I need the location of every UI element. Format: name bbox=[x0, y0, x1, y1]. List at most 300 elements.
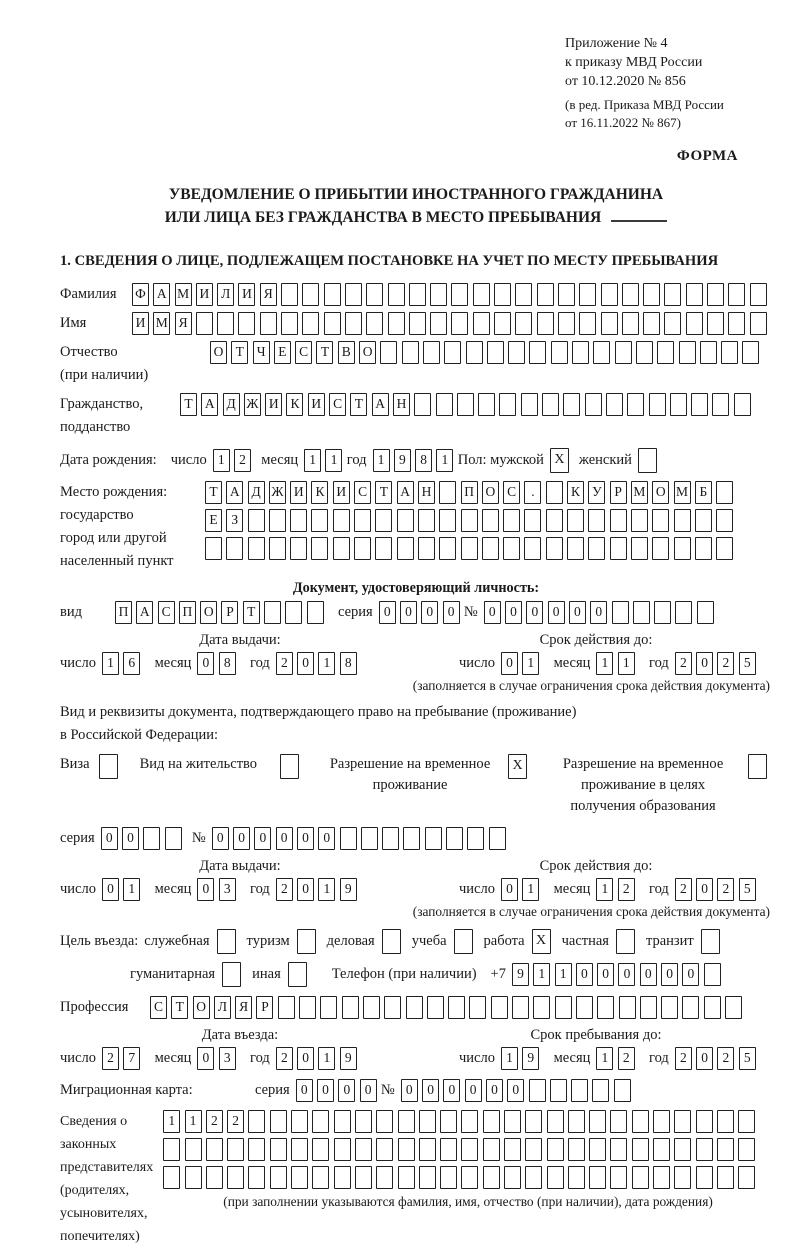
form-cell[interactable] bbox=[529, 1079, 546, 1102]
form-cell[interactable] bbox=[695, 509, 712, 532]
form-cell[interactable] bbox=[716, 509, 733, 532]
form-cell[interactable]: 0 bbox=[122, 827, 139, 850]
form-cell[interactable] bbox=[466, 341, 483, 364]
form-cell[interactable]: С bbox=[150, 996, 167, 1019]
form-cell[interactable] bbox=[418, 509, 435, 532]
form-cell[interactable] bbox=[163, 1166, 180, 1189]
form-cell[interactable]: Д bbox=[223, 393, 240, 416]
form-cell[interactable] bbox=[679, 341, 696, 364]
form-cell[interactable]: 0 bbox=[101, 827, 118, 850]
form-cell[interactable] bbox=[366, 312, 383, 335]
form-cell[interactable] bbox=[716, 537, 733, 560]
form-cell[interactable] bbox=[206, 1138, 223, 1161]
form-cell[interactable]: С bbox=[295, 341, 312, 364]
form-cell[interactable]: И bbox=[265, 393, 282, 416]
form-cell[interactable]: . bbox=[524, 481, 541, 504]
form-cell[interactable]: 0 bbox=[484, 601, 501, 624]
form-cell[interactable]: И bbox=[333, 481, 350, 504]
form-cell[interactable]: О bbox=[210, 341, 227, 364]
form-cell[interactable]: 0 bbox=[297, 652, 314, 675]
form-cell[interactable] bbox=[444, 341, 461, 364]
form-cell[interactable]: 0 bbox=[501, 878, 518, 901]
form-cell[interactable] bbox=[700, 341, 717, 364]
form-cell[interactable] bbox=[682, 996, 699, 1019]
form-cell[interactable]: 1 bbox=[436, 449, 453, 472]
form-cell[interactable] bbox=[643, 283, 660, 306]
form-cell[interactable] bbox=[439, 481, 456, 504]
form-cell[interactable] bbox=[512, 996, 529, 1019]
form-cell[interactable]: С bbox=[354, 481, 371, 504]
form-cell[interactable] bbox=[375, 537, 392, 560]
form-cell[interactable]: 0 bbox=[379, 601, 396, 624]
form-cell[interactable] bbox=[361, 827, 378, 850]
form-cell[interactable] bbox=[281, 312, 298, 335]
form-cell[interactable] bbox=[285, 601, 302, 624]
form-cell[interactable] bbox=[691, 393, 708, 416]
form-cell[interactable] bbox=[406, 996, 423, 1019]
form-cell[interactable]: Р bbox=[610, 481, 627, 504]
form-cell[interactable] bbox=[478, 393, 495, 416]
form-cell[interactable] bbox=[593, 341, 610, 364]
form-cell[interactable] bbox=[269, 537, 286, 560]
form-cell[interactable] bbox=[440, 1138, 457, 1161]
form-cell[interactable] bbox=[695, 537, 712, 560]
form-cell[interactable] bbox=[489, 827, 506, 850]
form-cell[interactable]: Н bbox=[418, 481, 435, 504]
form-cell[interactable] bbox=[597, 996, 614, 1019]
form-cell[interactable] bbox=[674, 537, 691, 560]
form-cell[interactable]: 2 bbox=[618, 878, 635, 901]
form-cell[interactable]: 0 bbox=[696, 878, 713, 901]
form-cell[interactable]: С bbox=[329, 393, 346, 416]
form-cell[interactable]: 1 bbox=[533, 963, 550, 986]
form-cell[interactable] bbox=[707, 283, 724, 306]
form-cell[interactable] bbox=[529, 341, 546, 364]
form-cell[interactable] bbox=[163, 1138, 180, 1161]
form-cell[interactable] bbox=[525, 1110, 542, 1133]
form-cell[interactable]: 3 bbox=[219, 1047, 236, 1070]
form-cell[interactable] bbox=[342, 996, 359, 1019]
form-cell[interactable]: М bbox=[175, 283, 192, 306]
form-cell[interactable]: 0 bbox=[569, 601, 586, 624]
form-cell[interactable]: П bbox=[461, 481, 478, 504]
form-cell[interactable] bbox=[402, 341, 419, 364]
form-cell[interactable]: 1 bbox=[318, 1047, 335, 1070]
form-cell[interactable] bbox=[707, 312, 724, 335]
form-cell[interactable]: О bbox=[482, 481, 499, 504]
form-cell[interactable] bbox=[654, 601, 671, 624]
form-cell[interactable] bbox=[734, 393, 751, 416]
form-cell[interactable] bbox=[290, 509, 307, 532]
form-cell[interactable] bbox=[226, 537, 243, 560]
form-cell[interactable]: 0 bbox=[318, 827, 335, 850]
form-cell[interactable]: 2 bbox=[675, 878, 692, 901]
form-cell[interactable]: А bbox=[372, 393, 389, 416]
form-cell[interactable]: 0 bbox=[505, 601, 522, 624]
form-cell[interactable] bbox=[717, 1166, 734, 1189]
form-cell[interactable] bbox=[657, 341, 674, 364]
form-cell[interactable]: М bbox=[674, 481, 691, 504]
form-cell[interactable] bbox=[542, 393, 559, 416]
form-cell[interactable] bbox=[345, 283, 362, 306]
form-cell[interactable] bbox=[334, 1166, 351, 1189]
form-cell[interactable] bbox=[355, 1110, 372, 1133]
form-cell[interactable] bbox=[446, 827, 463, 850]
form-cell[interactable] bbox=[521, 393, 538, 416]
form-cell[interactable] bbox=[555, 996, 572, 1019]
form-cell[interactable] bbox=[615, 341, 632, 364]
form-cell[interactable]: А bbox=[226, 481, 243, 504]
form-cell[interactable] bbox=[376, 1138, 393, 1161]
form-cell[interactable]: 9 bbox=[394, 449, 411, 472]
form-cell[interactable]: 1 bbox=[596, 652, 613, 675]
temp-residence-education-checkbox[interactable] bbox=[748, 754, 767, 779]
form-cell[interactable] bbox=[483, 1138, 500, 1161]
form-cell[interactable] bbox=[196, 312, 213, 335]
form-cell[interactable] bbox=[302, 283, 319, 306]
form-cell[interactable]: А bbox=[136, 601, 153, 624]
form-cell[interactable]: 0 bbox=[401, 1079, 418, 1102]
form-cell[interactable] bbox=[418, 537, 435, 560]
form-cell[interactable]: 0 bbox=[297, 1047, 314, 1070]
form-cell[interactable] bbox=[503, 537, 520, 560]
form-cell[interactable]: 0 bbox=[360, 1079, 377, 1102]
form-cell[interactable] bbox=[270, 1110, 287, 1133]
form-cell[interactable] bbox=[525, 1166, 542, 1189]
form-cell[interactable]: 0 bbox=[422, 1079, 439, 1102]
form-cell[interactable] bbox=[571, 1079, 588, 1102]
form-cell[interactable] bbox=[473, 312, 490, 335]
form-cell[interactable] bbox=[333, 537, 350, 560]
form-cell[interactable] bbox=[546, 509, 563, 532]
form-cell[interactable]: 0 bbox=[507, 1079, 524, 1102]
form-cell[interactable]: 0 bbox=[297, 827, 314, 850]
form-cell[interactable]: Т bbox=[243, 601, 260, 624]
form-cell[interactable] bbox=[376, 1110, 393, 1133]
form-cell[interactable] bbox=[312, 1166, 329, 1189]
form-cell[interactable]: Е bbox=[205, 509, 222, 532]
form-cell[interactable] bbox=[384, 996, 401, 1019]
form-cell[interactable] bbox=[270, 1138, 287, 1161]
form-cell[interactable] bbox=[653, 1110, 670, 1133]
form-cell[interactable]: У bbox=[588, 481, 605, 504]
form-cell[interactable]: 0 bbox=[618, 963, 635, 986]
form-cell[interactable]: 0 bbox=[276, 827, 293, 850]
form-cell[interactable]: 0 bbox=[443, 601, 460, 624]
form-cell[interactable]: Я bbox=[260, 283, 277, 306]
form-cell[interactable]: К bbox=[286, 393, 303, 416]
form-cell[interactable] bbox=[439, 537, 456, 560]
form-cell[interactable]: И bbox=[238, 283, 255, 306]
form-cell[interactable]: Л bbox=[214, 996, 231, 1019]
form-cell[interactable]: 1 bbox=[373, 449, 390, 472]
form-cell[interactable]: 2 bbox=[276, 878, 293, 901]
form-cell[interactable] bbox=[664, 312, 681, 335]
form-cell[interactable] bbox=[674, 509, 691, 532]
form-cell[interactable]: Т bbox=[205, 481, 222, 504]
form-cell[interactable]: 5 bbox=[739, 878, 756, 901]
form-cell[interactable]: 0 bbox=[682, 963, 699, 986]
form-cell[interactable] bbox=[269, 509, 286, 532]
form-cell[interactable]: Б bbox=[695, 481, 712, 504]
form-cell[interactable] bbox=[143, 827, 160, 850]
form-cell[interactable]: 1 bbox=[555, 963, 572, 986]
form-cell[interactable] bbox=[440, 1110, 457, 1133]
form-cell[interactable] bbox=[558, 312, 575, 335]
form-cell[interactable] bbox=[649, 393, 666, 416]
form-cell[interactable] bbox=[483, 1166, 500, 1189]
purpose-study-checkbox[interactable] bbox=[454, 929, 473, 954]
residence-permit-checkbox[interactable] bbox=[280, 754, 299, 779]
form-cell[interactable]: Я bbox=[175, 312, 192, 335]
form-cell[interactable] bbox=[227, 1138, 244, 1161]
form-cell[interactable]: 6 bbox=[123, 652, 140, 675]
form-cell[interactable]: 9 bbox=[340, 1047, 357, 1070]
form-cell[interactable]: 0 bbox=[443, 1079, 460, 1102]
form-cell[interactable]: А bbox=[201, 393, 218, 416]
form-cell[interactable]: 0 bbox=[661, 963, 678, 986]
form-cell[interactable] bbox=[738, 1138, 755, 1161]
form-cell[interactable]: 0 bbox=[696, 652, 713, 675]
form-cell[interactable] bbox=[436, 393, 453, 416]
form-cell[interactable] bbox=[403, 827, 420, 850]
form-cell[interactable] bbox=[704, 996, 721, 1019]
form-cell[interactable] bbox=[537, 283, 554, 306]
form-cell[interactable]: В bbox=[338, 341, 355, 364]
form-cell[interactable] bbox=[640, 996, 657, 1019]
purpose-transit-checkbox[interactable] bbox=[701, 929, 720, 954]
form-cell[interactable]: Ф bbox=[132, 283, 149, 306]
form-cell[interactable] bbox=[451, 283, 468, 306]
form-cell[interactable] bbox=[567, 537, 584, 560]
form-cell[interactable]: 0 bbox=[296, 1079, 313, 1102]
form-cell[interactable] bbox=[643, 312, 660, 335]
form-cell[interactable] bbox=[622, 283, 639, 306]
form-cell[interactable]: 0 bbox=[254, 827, 271, 850]
form-cell[interactable]: 2 bbox=[618, 1047, 635, 1070]
form-cell[interactable] bbox=[664, 283, 681, 306]
form-cell[interactable] bbox=[547, 1138, 564, 1161]
form-cell[interactable] bbox=[579, 283, 596, 306]
form-cell[interactable] bbox=[622, 312, 639, 335]
form-cell[interactable] bbox=[388, 312, 405, 335]
form-cell[interactable]: 2 bbox=[102, 1047, 119, 1070]
form-cell[interactable] bbox=[425, 827, 442, 850]
form-cell[interactable]: 0 bbox=[465, 1079, 482, 1102]
form-cell[interactable]: Т bbox=[316, 341, 333, 364]
sex-male-checkbox[interactable]: X bbox=[550, 448, 569, 473]
form-cell[interactable] bbox=[398, 1110, 415, 1133]
form-cell[interactable] bbox=[461, 537, 478, 560]
form-cell[interactable]: 0 bbox=[102, 878, 119, 901]
form-cell[interactable] bbox=[546, 481, 563, 504]
form-cell[interactable] bbox=[380, 341, 397, 364]
form-cell[interactable] bbox=[427, 996, 444, 1019]
form-cell[interactable] bbox=[482, 537, 499, 560]
form-cell[interactable] bbox=[537, 312, 554, 335]
form-cell[interactable] bbox=[576, 996, 593, 1019]
form-cell[interactable]: 2 bbox=[227, 1110, 244, 1133]
form-cell[interactable] bbox=[311, 509, 328, 532]
form-cell[interactable]: О bbox=[200, 601, 217, 624]
form-cell[interactable] bbox=[612, 601, 629, 624]
form-cell[interactable] bbox=[334, 1138, 351, 1161]
form-cell[interactable] bbox=[388, 283, 405, 306]
form-cell[interactable] bbox=[614, 1079, 631, 1102]
form-cell[interactable]: Р bbox=[221, 601, 238, 624]
form-cell[interactable]: 0 bbox=[197, 878, 214, 901]
form-cell[interactable]: 3 bbox=[219, 878, 236, 901]
form-cell[interactable] bbox=[674, 1110, 691, 1133]
form-cell[interactable]: 1 bbox=[596, 878, 613, 901]
form-cell[interactable] bbox=[430, 312, 447, 335]
form-cell[interactable] bbox=[632, 1166, 649, 1189]
form-cell[interactable] bbox=[696, 1138, 713, 1161]
form-cell[interactable]: Я bbox=[235, 996, 252, 1019]
form-cell[interactable]: 1 bbox=[596, 1047, 613, 1070]
form-cell[interactable] bbox=[686, 312, 703, 335]
form-cell[interactable] bbox=[504, 1138, 521, 1161]
form-cell[interactable] bbox=[601, 312, 618, 335]
purpose-official-checkbox[interactable] bbox=[217, 929, 236, 954]
form-cell[interactable]: 8 bbox=[340, 652, 357, 675]
form-cell[interactable] bbox=[461, 1166, 478, 1189]
form-cell[interactable] bbox=[503, 509, 520, 532]
form-cell[interactable] bbox=[572, 341, 589, 364]
form-cell[interactable] bbox=[721, 341, 738, 364]
form-cell[interactable]: С bbox=[503, 481, 520, 504]
form-cell[interactable] bbox=[661, 996, 678, 1019]
form-cell[interactable] bbox=[248, 537, 265, 560]
form-cell[interactable] bbox=[728, 283, 745, 306]
purpose-other-checkbox[interactable] bbox=[288, 962, 307, 987]
form-cell[interactable]: С bbox=[158, 601, 175, 624]
form-cell[interactable] bbox=[260, 312, 277, 335]
form-cell[interactable]: К bbox=[311, 481, 328, 504]
form-cell[interactable] bbox=[508, 341, 525, 364]
form-cell[interactable] bbox=[467, 827, 484, 850]
form-cell[interactable]: О bbox=[193, 996, 210, 1019]
form-cell[interactable]: 8 bbox=[415, 449, 432, 472]
form-cell[interactable] bbox=[291, 1166, 308, 1189]
form-cell[interactable] bbox=[423, 341, 440, 364]
form-cell[interactable]: Н bbox=[393, 393, 410, 416]
form-cell[interactable]: 0 bbox=[212, 827, 229, 850]
form-cell[interactable]: Т bbox=[180, 393, 197, 416]
form-cell[interactable] bbox=[290, 537, 307, 560]
form-cell[interactable] bbox=[398, 1138, 415, 1161]
form-cell[interactable] bbox=[653, 1166, 670, 1189]
form-cell[interactable] bbox=[674, 1166, 691, 1189]
form-cell[interactable]: П bbox=[179, 601, 196, 624]
form-cell[interactable] bbox=[515, 312, 532, 335]
form-cell[interactable] bbox=[430, 283, 447, 306]
form-cell[interactable]: 2 bbox=[717, 652, 734, 675]
form-cell[interactable] bbox=[504, 1110, 521, 1133]
form-cell[interactable]: Т bbox=[171, 996, 188, 1019]
form-cell[interactable]: 0 bbox=[486, 1079, 503, 1102]
form-cell[interactable] bbox=[397, 509, 414, 532]
form-cell[interactable] bbox=[307, 601, 324, 624]
visa-checkbox[interactable] bbox=[99, 754, 118, 779]
form-cell[interactable]: К bbox=[567, 481, 584, 504]
form-cell[interactable] bbox=[717, 1138, 734, 1161]
form-cell[interactable] bbox=[482, 509, 499, 532]
form-cell[interactable]: И bbox=[308, 393, 325, 416]
form-cell[interactable] bbox=[461, 509, 478, 532]
form-cell[interactable]: 5 bbox=[739, 1047, 756, 1070]
form-cell[interactable] bbox=[419, 1138, 436, 1161]
form-cell[interactable] bbox=[487, 341, 504, 364]
form-cell[interactable] bbox=[750, 312, 767, 335]
form-cell[interactable]: 8 bbox=[219, 652, 236, 675]
form-cell[interactable] bbox=[238, 312, 255, 335]
form-cell[interactable] bbox=[546, 537, 563, 560]
form-cell[interactable]: 1 bbox=[618, 652, 635, 675]
form-cell[interactable] bbox=[588, 537, 605, 560]
form-cell[interactable] bbox=[568, 1110, 585, 1133]
form-cell[interactable]: 0 bbox=[421, 601, 438, 624]
form-cell[interactable] bbox=[469, 996, 486, 1019]
form-cell[interactable] bbox=[248, 509, 265, 532]
form-cell[interactable]: 0 bbox=[501, 652, 518, 675]
form-cell[interactable] bbox=[515, 283, 532, 306]
form-cell[interactable]: Ч bbox=[253, 341, 270, 364]
form-cell[interactable] bbox=[568, 1166, 585, 1189]
form-cell[interactable] bbox=[312, 1138, 329, 1161]
form-cell[interactable] bbox=[439, 509, 456, 532]
form-cell[interactable]: Ж bbox=[269, 481, 286, 504]
form-cell[interactable] bbox=[355, 1138, 372, 1161]
form-cell[interactable]: М bbox=[153, 312, 170, 335]
form-cell[interactable]: 1 bbox=[304, 449, 321, 472]
form-cell[interactable] bbox=[457, 393, 474, 416]
form-cell[interactable] bbox=[227, 1166, 244, 1189]
form-cell[interactable] bbox=[567, 509, 584, 532]
form-cell[interactable] bbox=[592, 1079, 609, 1102]
form-cell[interactable] bbox=[610, 1166, 627, 1189]
form-cell[interactable]: 0 bbox=[696, 1047, 713, 1070]
form-cell[interactable] bbox=[585, 393, 602, 416]
form-cell[interactable] bbox=[363, 996, 380, 1019]
form-cell[interactable]: 9 bbox=[512, 963, 529, 986]
form-cell[interactable]: О bbox=[652, 481, 669, 504]
form-cell[interactable]: 1 bbox=[213, 449, 230, 472]
form-cell[interactable] bbox=[697, 601, 714, 624]
form-cell[interactable]: 1 bbox=[102, 652, 119, 675]
form-cell[interactable]: 1 bbox=[325, 449, 342, 472]
form-cell[interactable] bbox=[716, 481, 733, 504]
form-cell[interactable]: Т bbox=[375, 481, 392, 504]
form-cell[interactable] bbox=[419, 1166, 436, 1189]
form-cell[interactable] bbox=[579, 312, 596, 335]
form-cell[interactable] bbox=[670, 393, 687, 416]
form-cell[interactable] bbox=[696, 1110, 713, 1133]
form-cell[interactable]: 1 bbox=[522, 652, 539, 675]
temp-residence-checkbox[interactable]: X bbox=[508, 754, 527, 779]
form-cell[interactable]: 0 bbox=[338, 1079, 355, 1102]
form-cell[interactable] bbox=[382, 827, 399, 850]
form-cell[interactable]: 0 bbox=[197, 1047, 214, 1070]
form-cell[interactable] bbox=[632, 1110, 649, 1133]
form-cell[interactable] bbox=[483, 1110, 500, 1133]
form-cell[interactable] bbox=[704, 963, 721, 986]
form-cell[interactable] bbox=[248, 1138, 265, 1161]
form-cell[interactable]: 1 bbox=[123, 878, 140, 901]
form-cell[interactable] bbox=[631, 537, 648, 560]
form-cell[interactable] bbox=[589, 1166, 606, 1189]
form-cell[interactable] bbox=[248, 1166, 265, 1189]
